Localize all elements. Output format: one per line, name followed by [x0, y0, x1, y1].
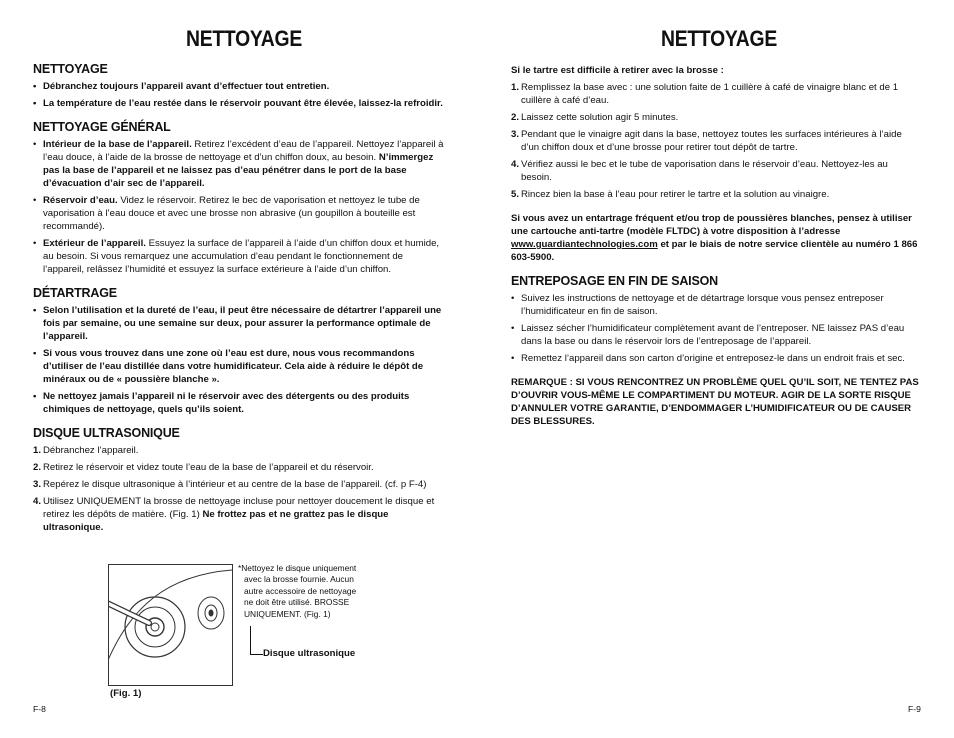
cartouche-text: Si vous avez un entartrage fréquent et/ou trop de poussières blanches, pensez à utiliser une cartouche anti-tartre (modèle FLTDC) à votre disposition à l’adresse	[511, 213, 912, 237]
list-item: • Suivez les instructions de nettoyage et de détartrage lorsque vous pensez entreposer l’humidificateur en fin de saison.	[511, 292, 921, 318]
entreposage-list	[511, 292, 921, 365]
callout-label: Disque ultrasonique	[263, 648, 356, 659]
list-item	[511, 158, 921, 184]
page-title: NETTOYAGE	[186, 26, 302, 51]
right-column	[511, 64, 921, 428]
remarque-note: REMARQUE : SI VOUS RENCONTREZ UN PROBLÈME QUEL QU’IL SOIT, NE TENTEZ PAS D’OUVRIR VOUS-MÊME LE COMPARTIMENT DU MOTEUR. AGIR DE LA SORTE RISQUE D’ANNULER VOTRE GARANTIE, D’ENDOMMAGER L’HUMIDIFICATEUR OU DE CAUSER DES BLESSURES.	[511, 377, 919, 427]
step-text: Rincez bien la base à l’eau pour retirer le tartre et la solution au vinaigre.	[521, 189, 830, 200]
list-item: • Laissez sécher l’humidificateur complètement avant de l’entreposer. NE laissez PAS d’eau dans la base ou dans le réservoir lors de l’entreposage de l’appareil.	[511, 322, 921, 348]
figure-note-line: ne doit être utilisé. BROSSE	[244, 597, 350, 608]
list-item	[33, 138, 445, 190]
step-text: Pendant que le vinaigre agit dans la base, nettoyez toutes les surfaces intérieures à l’aide d’un chiffon doux et d’une brosse pour retirer tout dépôt de tartre.	[521, 129, 902, 153]
figure-illustration	[108, 564, 233, 686]
section-heading-nettoyage: NETTOYAGE	[33, 62, 108, 76]
section-heading-disque: DISQUE ULTRASONIQUE	[33, 426, 180, 440]
website-link[interactable]: www.guardiantechnologies.com	[511, 239, 658, 250]
item-bold-lead: Intérieur de la base de l’appareil.	[43, 139, 192, 150]
page-number: F-8	[33, 704, 46, 714]
step-text: Remplissez la base avec : une solution faite de 1 cuillère à café de vinaigre blanc et de 1 cuillère à café d’eau.	[521, 82, 899, 106]
item-text: Videz le réservoir. Retirez le bec de vaporisation et nettoyez le tube de vaporisation à l’eau douce et avec une brosse non abrasive (un goupillon à bouteille est recommandé).	[43, 195, 420, 232]
general-list	[33, 138, 445, 276]
step-text: Laissez cette solution agir 5 minutes.	[521, 112, 679, 123]
list-item	[33, 194, 445, 233]
step-number: 5.	[511, 189, 520, 200]
item-bold-warning: N’immergez pas la base de l’appareil et ne laissez pas d’eau pénétrer dans le port de la base d’évacuation d’air sec de l’appareil.	[43, 152, 434, 189]
step-number: 4.	[33, 496, 42, 507]
list-item: • La température de l’eau restée dans le réservoir pouvant être élevée, laissez-la refroidir.	[33, 97, 445, 110]
page-title: NETTOYAGE	[661, 26, 777, 51]
list-item	[33, 461, 445, 474]
step-text: Débranchez l’appareil.	[43, 445, 139, 456]
disque-steps	[33, 444, 445, 534]
callout-leader-line	[250, 626, 263, 655]
item-bold-lead: Extérieur de l’appareil.	[43, 238, 146, 249]
list-item: • Remettez l’appareil dans son carton d’origine et entreposez-le dans un endroit frais et sec.	[511, 352, 921, 365]
step-number: 4.	[511, 159, 520, 170]
item-text: Retirez l’excédent d’eau de l’appareil. Nettoyez l’appareil à l’eau douce, à l’aide de la brosse de nettoyage et d’un chiffon doux, au besoin.	[43, 139, 444, 163]
figure-note	[238, 563, 368, 620]
list-item	[33, 478, 445, 491]
nettoyage-list	[33, 80, 445, 110]
figure-note-line: UNIQUEMENT. (Fig. 1)	[244, 608, 331, 619]
section-heading-detartrage: DÉTARTRAGE	[33, 286, 117, 300]
step-number: 3.	[33, 479, 42, 490]
step-text: Vérifiez aussi le bec et le tube de vaporisation dans le réservoir d’eau. Nettoyez-les au besoin.	[521, 159, 888, 183]
step-number: 2.	[33, 462, 42, 473]
step-text: Retirez le réservoir et videz toute l’eau de la base de l’appareil et du réservoir.	[43, 462, 374, 473]
list-item	[33, 495, 445, 534]
figure-caption: (Fig. 1)	[110, 688, 142, 699]
list-item: • Ne nettoyez jamais l’appareil ni le réservoir avec des détergents ou des produits chimiques de nettoyage, quels qu’ils soient.	[33, 390, 445, 416]
step-number: 2.	[511, 112, 520, 123]
list-item	[511, 111, 921, 124]
step-number: 3.	[511, 129, 520, 140]
cartouche-paragraph	[511, 212, 921, 264]
list-item: • Si vous vous trouvez dans une zone où l’eau est dure, nous vous recommandons d’utiliser de l’eau distillée dans votre humidificateur. Cela aide à réduire le dépôt de minéraux ou de « poussière blanche ».	[33, 347, 445, 386]
list-item	[33, 237, 445, 276]
left-column	[33, 63, 445, 538]
section-heading-entreposage: ENTREPOSAGE EN FIN DE SAISON	[511, 274, 718, 288]
section-heading-general: NETTOYAGE GÉNÉRAL	[33, 120, 171, 134]
step-warning: Ne frottez pas et ne grattez pas le disque ultrasonique.	[43, 509, 389, 533]
list-item: • Débranchez toujours l’appareil avant d’effectuer tout entretien.	[33, 80, 445, 93]
tartre-intro: Si le tartre est difficile à retirer avec la brosse :	[511, 65, 724, 76]
step-number: 1.	[33, 445, 42, 456]
detartrage-list	[33, 304, 445, 416]
item-text: Essuyez la surface de l’appareil à l’aide d’un chiffon doux et humide, au besoin. Si vous remarquez une accumulation d’eau pendant le fonctionnement de l’appareil, relâssez l’humidité et essuyez la surface extérieure à l’aide d’un chiffon.	[43, 238, 440, 275]
list-item	[511, 128, 921, 154]
list-item	[511, 188, 921, 201]
tartre-steps	[511, 81, 921, 201]
list-item: • Selon l’utilisation et la dureté de l’eau, il peut être nécessaire de détartrer l’appareil une fois par semaine, ou une semaine sur deux, pour assurer la performance optimale de l’appareil.	[33, 304, 445, 343]
figure-note-line: *Nettoyez le disque uniquement	[238, 563, 357, 573]
ultrasonic-disk-drawing	[109, 565, 232, 685]
list-item	[33, 444, 445, 457]
list-item	[511, 81, 921, 107]
page-number: F-9	[908, 704, 921, 714]
cartouche-text: et par le biais de notre service clientèle au numéro 1 866 603-5900.	[511, 239, 918, 263]
step-text: Repérez le disque ultrasonique à l’intérieur et au centre de la base de l’appareil. (cf. p F-4)	[43, 479, 427, 490]
item-bold-lead: Réservoir d’eau.	[43, 195, 118, 206]
right-page	[477, 0, 954, 738]
figure-note-line: autre accessoire de nettoyage	[244, 585, 357, 596]
step-number: 1.	[511, 82, 520, 93]
figure-note-line: avec la brosse fournie. Aucun	[244, 574, 354, 585]
step-text: Utilisez UNIQUEMENT la brosse de nettoyage incluse pour nettoyer doucement le disque et retirez les dépôts de matière. (Fig. 1)	[43, 496, 435, 520]
